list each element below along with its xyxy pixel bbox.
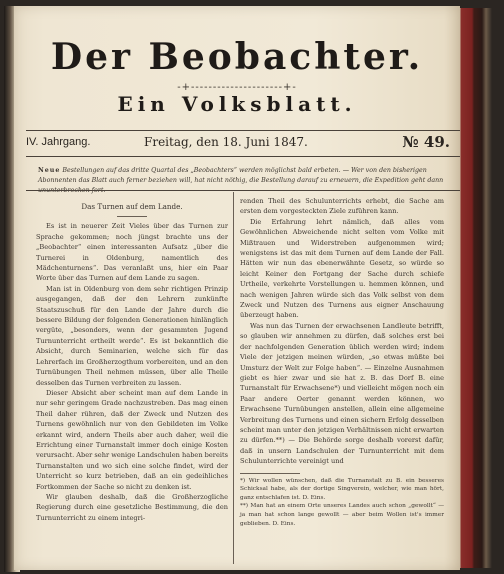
masthead-ornament: -+---------------------+- [177, 82, 297, 93]
newspaper-page [14, 6, 460, 570]
article-paragraph: Die Erfahrung lehrt nämlich, daß alles vom Gewöhnlichen Abweichende nicht selten vom Volke mit Mißtrauen und Widerstreben aufgenommen wird; wenigstens ist das mit dem Turnen auf dem Lande der Fall. Hätten wir nun das ebenerwähnte Gesetz, so würde so leicht Keiner den Fortgang der Sache durch schiefe Urtheile, verkehrte Vorstellungen u. hemmen können, und nach wenigen Jahren würde sich das Volk selbst von dem Zweck und Nutzen des Turnens aus eigner Anschauung überzeugt haben. [240, 217, 444, 320]
masthead-title: Der Beobachter. [50, 36, 424, 78]
header-rule-top [26, 130, 460, 131]
article-paragraph: Was nun das Turnen der erwachsenen Landleute betrifft, so glauben wir annehmen zu dürfen, daß solches erst bei der nachfolgenden Generation üblich werden wird; indem Viele der jetzigen meinen würden, „so etwas müßte bei Umsturz der Welt zur Folge haben“. — Einzelne Ausnahmen giebt es hier zwar und sie hat z. B. das Dorf B. eine Turnanstalt für Erwachsene*) und vielleicht mögen noch ein Paar andere Oerter genannt werden können, wo Erwachsene Turnübungen anstellen, allein eine allgemeine Verbreitung des Turnens und einen sichern Erfolg desselben scheint man unter den jetzigen Verhältnissen nicht erwarten zu dürfen.**) — Die Behörde sorge deshalb vorerst dafür, daß in unsern Landschulen der Turnunterricht mit dem Schulunterrichte vereinigt und [240, 321, 444, 466]
article-paragraph: Wir glauben deshalb, daß die Großherzogliche Regierung durch eine gesetzliche Bestimmung, die den Turnunterricht zu einem integri- [36, 492, 228, 522]
article-paragraph: Dieser Absicht aber scheint man auf dem Lande in nur sehr geringem Grade nachzustreben. Das mag einen Theil daher rühren, daß der Zweck und Nutzen des Turnens gewöhnlich nur von den Gebildeten im Volke erkannt wird, andern Theils aber auch daher, weil die Errichtung einer Turnanstalt immer doch einige Kosten verursacht. Aber sehr wenige Landschulen haben bereits Turnanstalten und wo sich eine solche findet, wird der Unterricht so kurz betrieben, daß an ein gedeihliches Fortkommen der Sache so nicht zu denken ist. [36, 388, 228, 491]
masthead-subtitle: Ein Volksblatt. [117, 92, 357, 116]
notice-lead: Neue [38, 167, 61, 174]
column-divider [233, 192, 234, 564]
issue-info-line [26, 133, 460, 154]
article-heading: Das Turnen auf dem Lande. [81, 202, 183, 211]
issue-number: № 49. [402, 133, 450, 151]
issue-date: Freitag, den 18. Juni 1847. [144, 135, 308, 149]
article-paragraph: Es ist in neuerer Zeit Vieles über das Turnen zur Sprache gekommen; noch jüngst brachte uns der „Beobachter“ einen interessanten Aufsatz „über die Turnerei in Oldenburg, namentlich des Mädchenturnens“. Das veranlaßt uns, hier ein Paar Worte über das Turnen auf dem Lande zu sagen. [36, 222, 228, 283]
article-column-2 [240, 196, 444, 528]
footnote: *) Wir wollen wünschen, daß die Turnanstalt zu B. ein besseres Schicksal habe, als der dortige Singverein, welcher, wie man hört, ganz entschlafen ist. D. Eins. [240, 477, 444, 501]
notice-rule [26, 190, 460, 191]
header-rule-bottom [26, 156, 460, 157]
article-column-1 [36, 196, 228, 523]
article-paragraph: Man ist in Oldenburg von dem sehr richtigen Prinzip ausgegangen, daß der den Lehrern zunkünfte Staatszuschuß für den Lande der Jahre durch die bessere Bildung der folgenden Generationen hinlänglich vergüte, „besonders, wenn der gesammten Jugend Turnunterricht ertheilt werde“. Es ist bekanntlich die Absicht, durch Seminarien, welche sich für das Lehrerfach im Großherzogthum vorbereiten, und an den Turnübungen Theil nehmen müssen, über alle Theile desselben das Turnen verbreiten zu lassen. [36, 284, 228, 387]
footnote-rule [240, 473, 300, 474]
notice-text: Bestellungen auf das dritte Quartal des „Beobachters“ werden möglichst bald erbeten. — Wer von den bisherigen Abonnenten das Blatt auch ferner beziehen will, hat nicht nöthig, die Bestellung darauf zu erneuern, die Expedition geht dann ununterbrochen fort. [38, 167, 444, 194]
heading-rule [117, 216, 147, 217]
issue-year: IV. Jahrgang. [26, 136, 91, 148]
footnote: **) Man hat an einem Orte unseres Landes auch schon „gewollt“ — ja man hat schon lange gewollt — aber beim Wollen ist's immer geblieben. D. Eins. [240, 503, 444, 527]
subscription-notice [38, 166, 458, 196]
article-paragraph: renden Theil des Schulunterrichts erhebt, die Sache am ersten dem vorgesteckten Ziele zuführen kann. [240, 197, 444, 216]
